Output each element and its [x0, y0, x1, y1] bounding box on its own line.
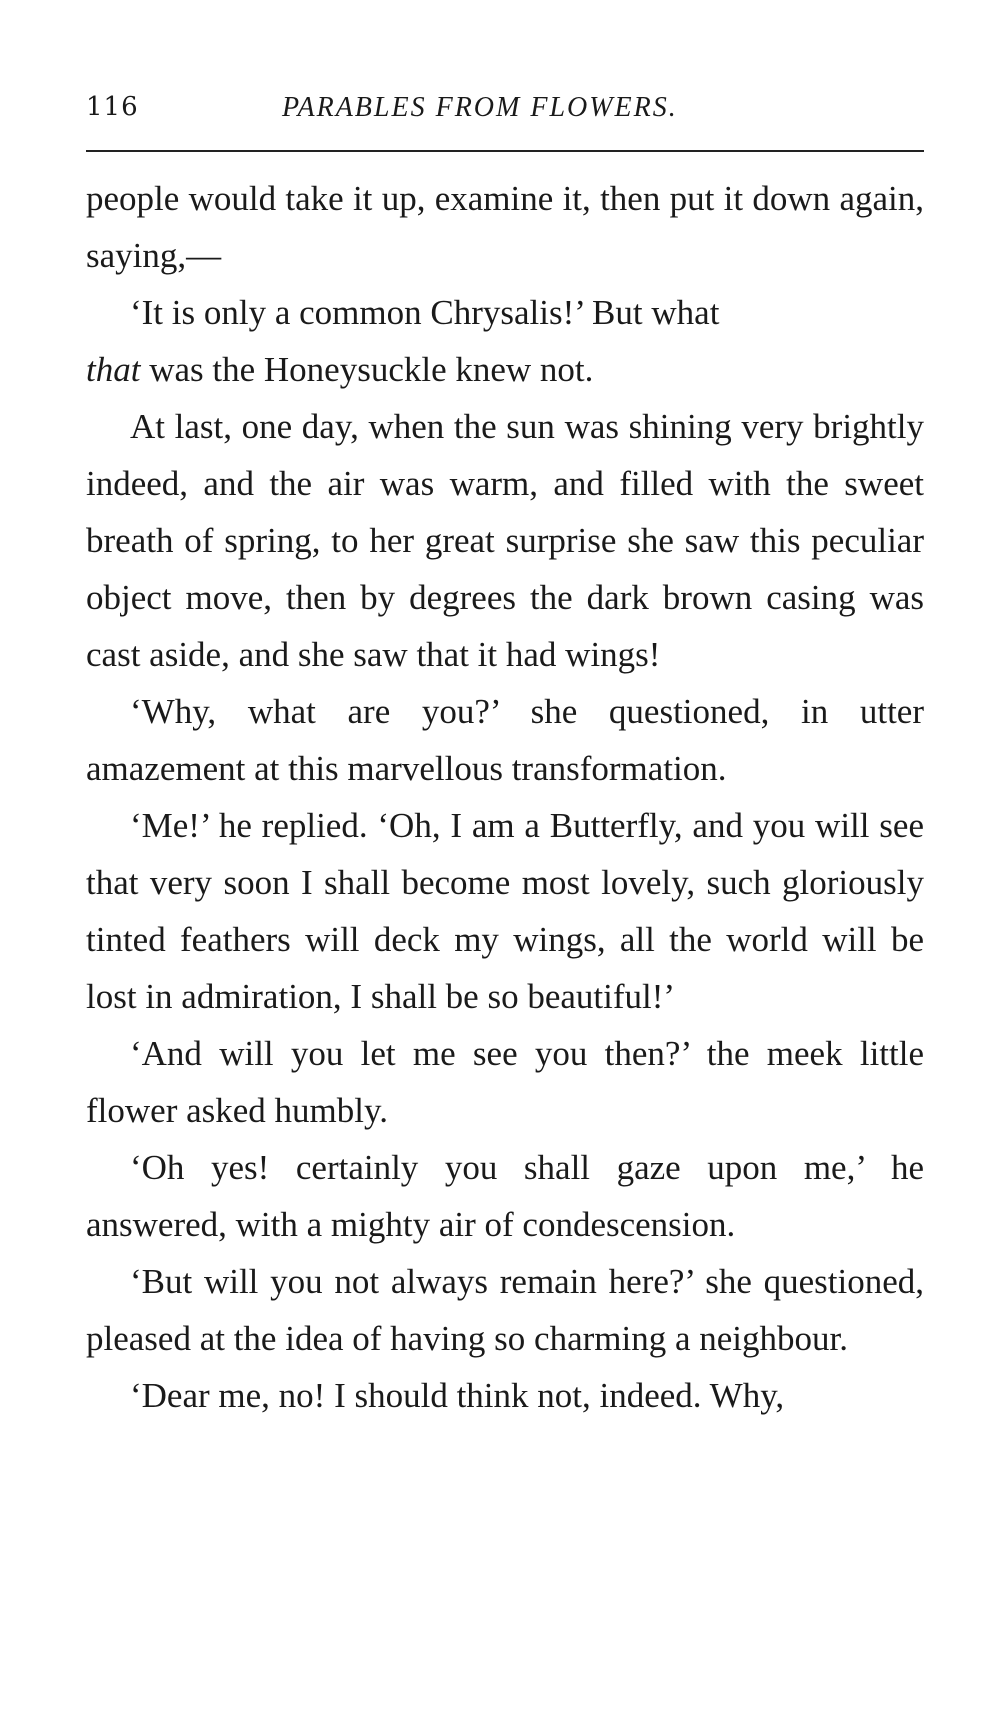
- emphasis-that: that: [86, 350, 141, 389]
- paragraph-dear-me: ‘Dear me, no! I should think not, indeed. Why,: [130, 1376, 785, 1415]
- paragraph-chrysalis-quote: ‘It is only a common Chrysalis!’ But what: [130, 293, 720, 332]
- paragraph-continued: people would take it up, examine it, then put it down again, saying,—: [86, 179, 924, 275]
- page-number: 116: [86, 92, 139, 122]
- paragraph-why-what-are-you: ‘Why, what are you?’ she questioned, in utter amazement at this marvellous transformation.: [86, 692, 924, 788]
- paragraph-at-last: At last, one day, when the sun was shining very brightly indeed, and the air was warm, and filled with the sweet breath of spring, to her great surprise she saw this peculiar object move, then by degrees the dark brown casing was cast aside, and she saw that it had wings!: [86, 407, 924, 674]
- paragraph-butterfly-reply: ‘Me!’ he replied. ‘Oh, I am a Butterfly, and you will see that very soon I shall become most lovely, such gloriously tinted feathers will deck my wings, all the world will be lost in admiration, I shall be so beautiful!’: [86, 806, 924, 1016]
- paragraph-oh-yes: ‘Oh yes! certainly you shall gaze upon me,’ he answered, with a mighty air of condescension.: [86, 1148, 924, 1244]
- header-rule: [86, 150, 924, 152]
- body-text: [86, 170, 924, 1424]
- running-title: PARABLES FROM FLOWERS.: [282, 92, 678, 123]
- paragraph-honeysuckle-knew-not: [86, 341, 924, 398]
- running-head: [86, 92, 924, 132]
- paragraph-text: was the Honeysuckle knew not.: [140, 350, 594, 389]
- paragraph-remain-here: ‘But will you not always remain here?’ she questioned, pleased at the idea of having so charming a neighbour.: [86, 1262, 924, 1358]
- paragraph-let-me-see: ‘And will you let me see you then?’ the meek little flower asked humbly.: [86, 1034, 924, 1130]
